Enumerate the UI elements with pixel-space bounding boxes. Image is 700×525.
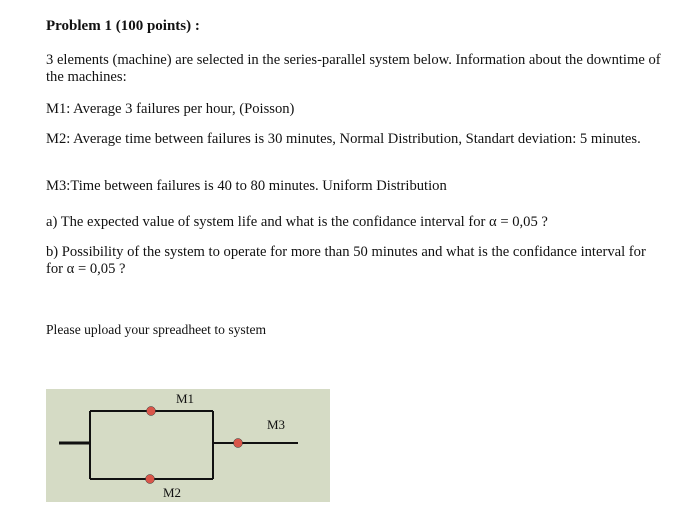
question-a: a) The expected value of system life and what is the confidance interval for α = 0,05 ?	[46, 214, 548, 230]
m1-label: M1	[176, 391, 195, 406]
question-b: b) Possibility of the system to operate for more than 50 minutes and what is the confidance interval for for α = 0,05 ?	[46, 244, 646, 277]
machine-m1-info: M1: Average 3 failures per hour, (Poisson)	[46, 101, 295, 117]
m1-node	[147, 407, 156, 416]
m3-label: M3	[267, 417, 286, 432]
m2-node	[146, 475, 155, 484]
series-parallel-diagram	[46, 389, 330, 502]
upload-note: Please upload your spreadheet to system	[46, 322, 267, 337]
machine-m3-info: M3:Time between failures is 40 to 80 minutes. Uniform Distribution	[46, 178, 447, 194]
machine-m2-info: M2: Average time between failures is 30 minutes, Normal Distribution, Standart deviation: 5 minutes.	[46, 131, 641, 147]
m2-label: M2	[163, 485, 182, 500]
m3-node	[234, 439, 243, 448]
problem-intro: 3 elements (machine) are selected in the series-parallel system below. Information about the downtime of the machines:	[46, 52, 661, 85]
problem-title: Problem 1 (100 points) :	[46, 18, 200, 34]
